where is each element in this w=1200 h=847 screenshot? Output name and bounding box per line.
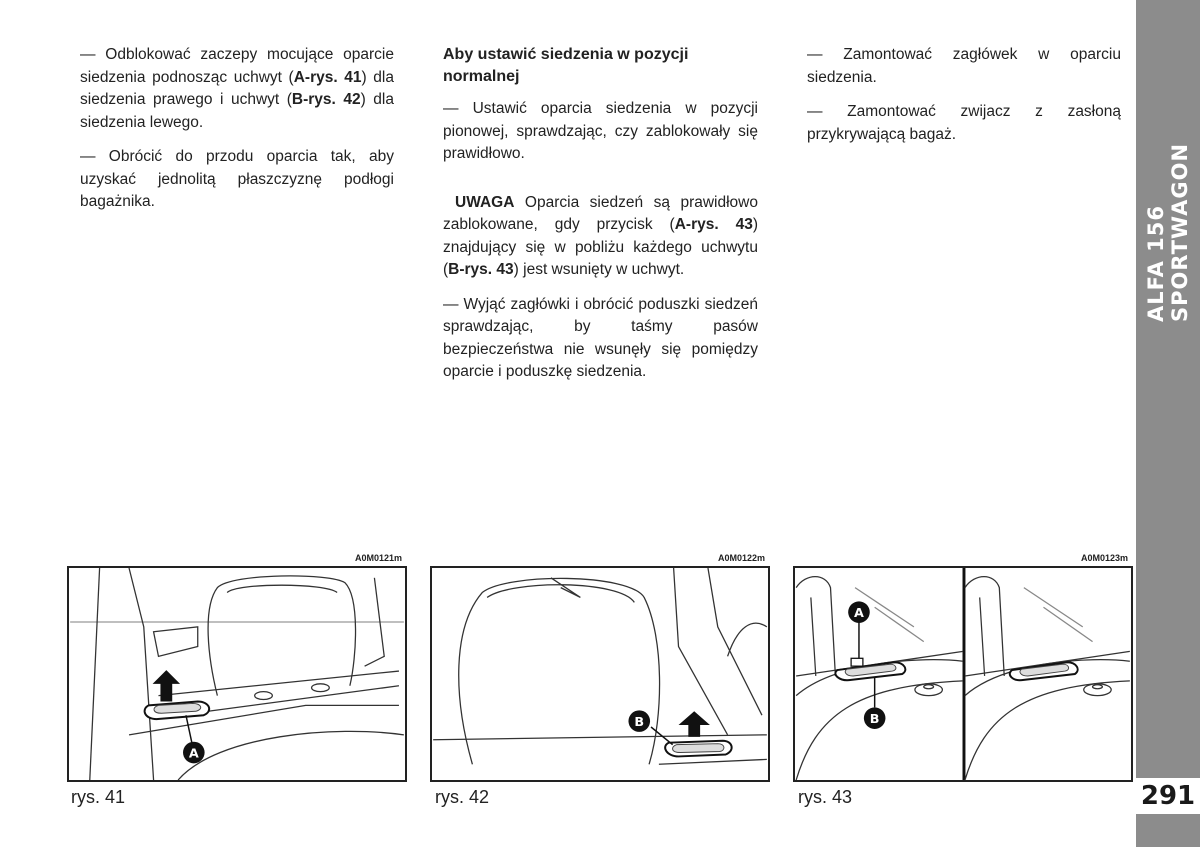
figure-caption: rys. 42 [435,787,490,807]
figure-seat-lever-right [67,566,407,782]
callout-a [183,742,205,764]
paragraph-upright: — Ustawić oparcia siedzenia w pozycji pionowej, sprawdzając, czy zablokowały się prawidłowo. [443,100,758,162]
text-span: ) dla siedzenia lewego. [80,91,394,131]
up-arrow-icon [679,711,710,737]
text-span: ) dla siedzenia prawego i uchwyt ( [80,68,394,108]
figure-code: A0M0123m [1081,553,1129,563]
text-span: Oparcia siedzeń są prawidłowo zablokowane, gdy przycisk ( [443,193,758,233]
figure-seat-lever-left [430,566,770,782]
callout-b [864,707,886,729]
callout-b [628,710,650,732]
callout-a [848,601,870,623]
figure-ref: A-rys. 43 [674,216,753,233]
seat-illustration [69,568,405,780]
seat-illustration [795,568,1131,780]
figure-code: A0M0121m [355,553,403,563]
paragraph-mount-headrest: — Zamontować zagłówek w oparciu siedzenia. [807,46,1121,86]
note-label: UWAGA [455,193,515,211]
text-column-2 [443,44,758,396]
text-span: — Odblokować zaczepy mocujące oparcie siedzenia podnosząc uchwyt ( [80,46,394,86]
figure-caption: rys. 41 [71,787,126,807]
figure-ref: A-rys. 41 [293,68,362,86]
paragraph-mount-cover: — Zamontować zwijacz z zasłoną przykrywającą bagaż. [807,103,1121,143]
figure-ref: B-rys. 42 [291,91,361,108]
page-number: 291 [1136,778,1200,814]
paragraph-rotate: — Obrócić do przodu oparcia tak, aby uzyskać jednolitą płaszczyznę podłogi bagażnika. [80,148,394,210]
svg-text:A: A [854,606,864,622]
figure-seat-latch-check [793,566,1133,782]
figure-caption: rys. 43 [798,787,853,807]
latch-button [851,658,863,666]
text-column-1 [80,44,394,226]
note-paragraph [443,192,758,282]
figure-code: A0M0122m [718,553,766,563]
svg-text:B: B [869,712,880,728]
svg-text:B: B [634,715,645,731]
up-arrow-icon [153,670,180,701]
text-span: ) znajdujący się w pobliżu każdego uchwytu ( [443,216,758,278]
text-span: ) jest wsunięty w uchwyt. [513,261,685,278]
seat-illustration [432,568,768,780]
figure-ref: B-rys. 43 [448,261,514,278]
section-heading: Aby ustawić siedzenia w pozycji normalnej [443,46,689,85]
paragraph-headrests: — Wyjąć zagłówki i obrócić poduszki siedzeń sprawdzając, by taśmy pasów bezpieczeństwa nie wsunęły się pomiędzy oparcie i poduszkę siedzenia. [443,295,758,380]
text-column-3 [807,44,1121,158]
paragraph-unlock [80,44,394,134]
side-tab-title: ALFA 156 SPORTWAGON [1144,142,1192,322]
svg-text:A: A [188,746,199,762]
